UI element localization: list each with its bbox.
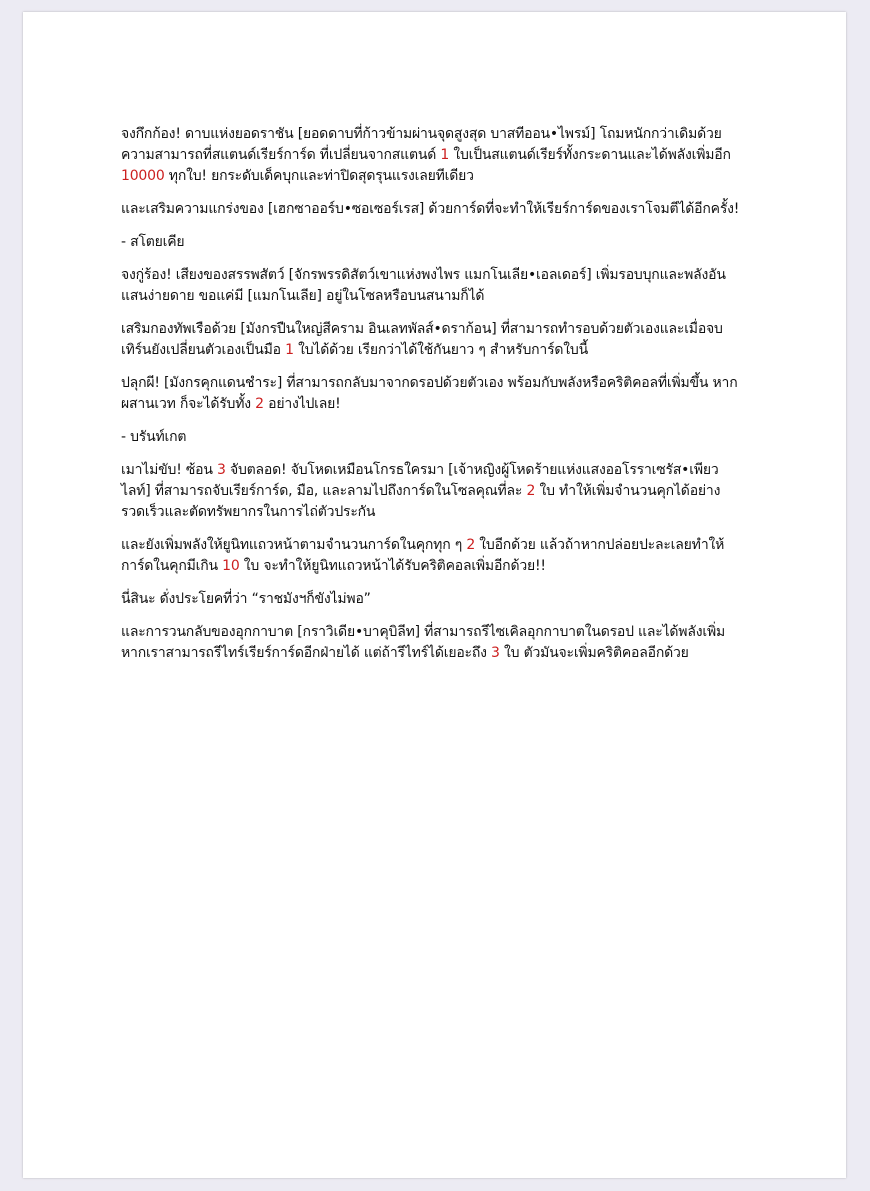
text-segment: เสริมกองทัพเรือด้วย [มังกรปืนใหญ่สีคราม อินเลทพัลส์•ดราก้อน] ที่สามารถทำรอบด้วยตัวเองและเมื่อจบเทิร์นยังเปลี่ยนตัวเองเป็นมือ [121, 321, 723, 358]
text-segment: ใบเป็นสแตนด์เรียร์ทั้งกระดานและได้พลังเพิ่มอีก [449, 147, 731, 163]
text-segment: ใบ ทำให้เพิ่มจำนวนคุกได้อย่างรวดเร็วและตัดทรัพยากรในการไถ่ตัวประกัน [121, 483, 721, 520]
paragraph [121, 460, 748, 523]
highlighted-number: 2 [466, 537, 476, 553]
paragraph [121, 373, 748, 415]
text-segment: เมาไม่ขับ! ซ้อน [121, 462, 217, 478]
text-segment: ปลุกผี! [มังกรคุกแดนชำระ] ที่สามารถกลับมาจากดรอปด้วยตัวเอง พร้อมกับพลังหรือคริติคอลที่เพิ่มขึ้น หากผสานเวท ก็จะได้รับทั้ง [121, 375, 738, 412]
text-segment: นี่สินะ ดั่งประโยคที่ว่า “ราชมังฯก็ขังไม่พอ” [121, 591, 371, 607]
paragraph [121, 319, 748, 361]
document-body [121, 124, 748, 664]
highlighted-number: 2 [255, 396, 264, 412]
text-segment: ใบอีกด้วย แล้วถ้าหากปล่อยปะละเลยทำให้การ์ดในคุกมีเกิน [121, 537, 725, 574]
text-segment: จงกู่ร้อง! เสียงของสรรพสัตว์ [จักรพรรดิสัตว์เขาแห่งพงไพร แมกโนเลีย•เอลเดอร์] เพิ่มรอบบุกและพลังอันแสนง่ายดาย ขอแค่มี [แมกโนเลีย] อยู่ในโซลหรือบนสนามก็ได้ [121, 267, 726, 304]
text-segment: จงกึกก้อง! ดาบแห่งยอดราชัน [ยอดดาบที่ก้าวข้ามผ่านจุดสูงสุด บาสทีออน•ไพรม์] โถมหนักกว่าเดิมด้วยความสามารถที่สแตนด์เรียร์การ์ด ที่เปลี่ยนจากสแตนด์ [121, 126, 722, 163]
paragraph [121, 427, 748, 448]
text-segment: ใบ ตัวมันจะเพิ่มคริติคอลอีกด้วย [499, 645, 689, 661]
highlighted-number: 2 [526, 483, 536, 499]
text-segment: ทุกใบ! ยกระดับเด็คบุกและท่าปิดสุดรุนแรงเลยทีเดียว [164, 168, 474, 184]
highlighted-number: 1 [440, 147, 450, 163]
paragraph [121, 622, 748, 664]
text-segment: ใบได้ด้วย เรียกว่าได้ใช้กันยาว ๆ สำหรับการ์ดใบนี้ [293, 342, 588, 358]
text-segment: อย่างไปเลย! [263, 396, 341, 412]
text-segment: ใบ จะทำให้ยูนิทแถวหน้าได้รับคริติคอลเพิ่มอีกด้วย!! [239, 558, 546, 574]
highlighted-number: 3 [491, 645, 500, 661]
document-page [23, 12, 846, 1178]
text-segment: จับตลอด! จับโหดเหมือนโกรธใครมา [เจ้าหญิงผู้โหดร้ายแห่งแสงออโรราเซรัส•เพียวไลท์] ที่สามารถจับเรียร์การ์ด, มือ, และลามไปถึงการ์ดในโซลคุณที่ละ [121, 462, 719, 499]
highlighted-number: 10000 [121, 168, 165, 184]
paragraph [121, 265, 748, 307]
paragraph [121, 535, 748, 577]
paragraph [121, 232, 748, 253]
highlighted-number: 10 [222, 558, 240, 574]
paragraph [121, 124, 748, 187]
text-segment: - สโตยเคีย [121, 234, 185, 250]
highlighted-number: 3 [217, 462, 226, 478]
paragraph [121, 199, 748, 220]
text-segment: และการวนกลับของอุกกาบาต [กราวิเดีย•บาคุบิลีท] ที่สามารถรีไซเคิลอุกกาบาตในดรอป และได้พลังเพิ่ม หากเราสามารถรีไทร์เรียร์การ์ดอีกฝ่ายได้ แต่ถ้ารีไทร์ได้เยอะถึง [121, 624, 725, 661]
highlighted-number: 1 [285, 342, 294, 358]
text-segment: - บรันท์เกต [121, 429, 187, 445]
text-segment: และยังเพิ่มพลังให้ยูนิทแถวหน้าตามจำนวนการ์ดในคุกทุก ๆ [121, 537, 467, 553]
paragraph [121, 589, 748, 610]
text-segment: และเสริมความแกร่งของ [เฮกซาออร์บ•ซอเซอร์เรส] ด้วยการ์ดที่จะทำให้เรียร์การ์ดของเราโจมตีได้อีกครั้ง! [121, 201, 740, 217]
